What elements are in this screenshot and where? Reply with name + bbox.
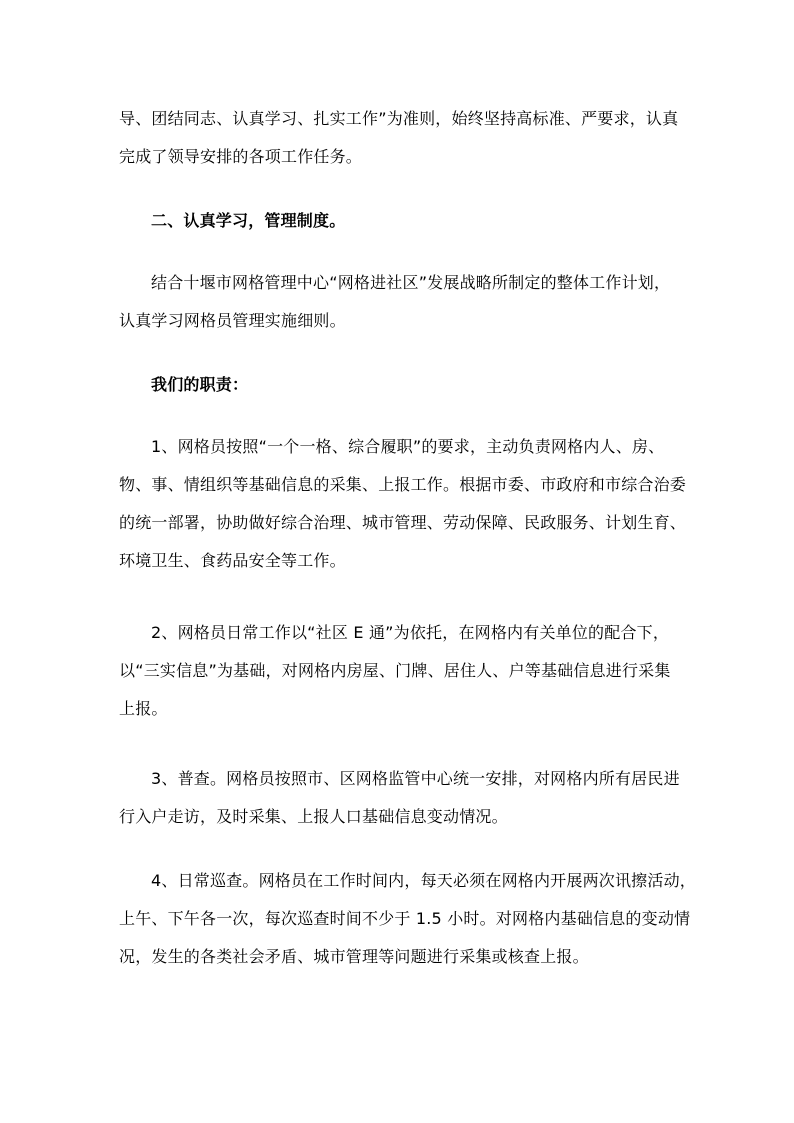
paragraph-line: 况，发生的各类社会矛盾、城市管理等问题进行采集或核查上报。 — [119, 947, 589, 966]
section-body-paragraph — [119, 264, 679, 340]
paragraph-line: 2、网格员日常工作以“社区 E 通”为依托，在网格内有关单位的配合下， — [151, 623, 670, 642]
paragraph-line: 以“三实信息”为基础，对网格内房屋、门牌、居住人、户等基础信息进行采集 — [119, 661, 671, 680]
paragraph-line: 3、普查。网格员按照市、区网格监管中心统一安排，对网格内所有居民进 — [151, 769, 680, 788]
paragraph-line: 上午、下午各一次，每次巡查时间不少于 1.5 小时。对网格内基础信息的变动情 — [119, 909, 691, 928]
paragraph-line: 结合十堰市网格管理中心“网格进社区”发展战略所制定的整体工作计划， — [151, 273, 671, 292]
paragraph-line: 物、事、情组织等基础信息的采集、上报工作。根据市委、市政府和市综合治委 — [119, 475, 687, 494]
duty-paragraph-3 — [119, 760, 679, 836]
duties-heading — [119, 366, 679, 404]
paragraph-line: 环境卫生、食药品安全等工作。 — [119, 551, 346, 570]
paragraph-line: 上报。 — [119, 699, 168, 718]
paragraph-line: 1、网格员按照“一个一格、综合履职”的要求，主动负责网格内人、房、 — [151, 437, 665, 456]
duty-paragraph-1 — [119, 428, 687, 580]
intro-paragraph — [119, 100, 679, 176]
paragraph-line: 导、团结同志、认真学习、扎实工作”为准则，始终坚持高标准、严要求，认真 — [119, 109, 679, 128]
paragraph-line: 4、日常巡查。网格员在工作时间内，每天必须在网格内开展两次讯擦活动， — [151, 871, 696, 890]
duties-heading-text: 我们的职责： — [151, 375, 249, 394]
duty-paragraph-2 — [119, 614, 679, 728]
paragraph-line: 完成了领导安排的各项工作任务。 — [119, 147, 363, 166]
paragraph-line: 行入户走访，及时采集、上报人口基础信息变动情况。 — [119, 807, 508, 826]
section-heading — [119, 202, 679, 240]
paragraph-line: 的统一部署，协助做好综合治理、城市管理、劳动保障、民政服务、计划生育、 — [119, 513, 687, 532]
section-heading-text: 二、认真学习，管理制度。 — [151, 211, 346, 230]
paragraph-line: 认真学习网格员管理实施细则。 — [119, 311, 346, 330]
duty-paragraph-4 — [119, 862, 696, 976]
